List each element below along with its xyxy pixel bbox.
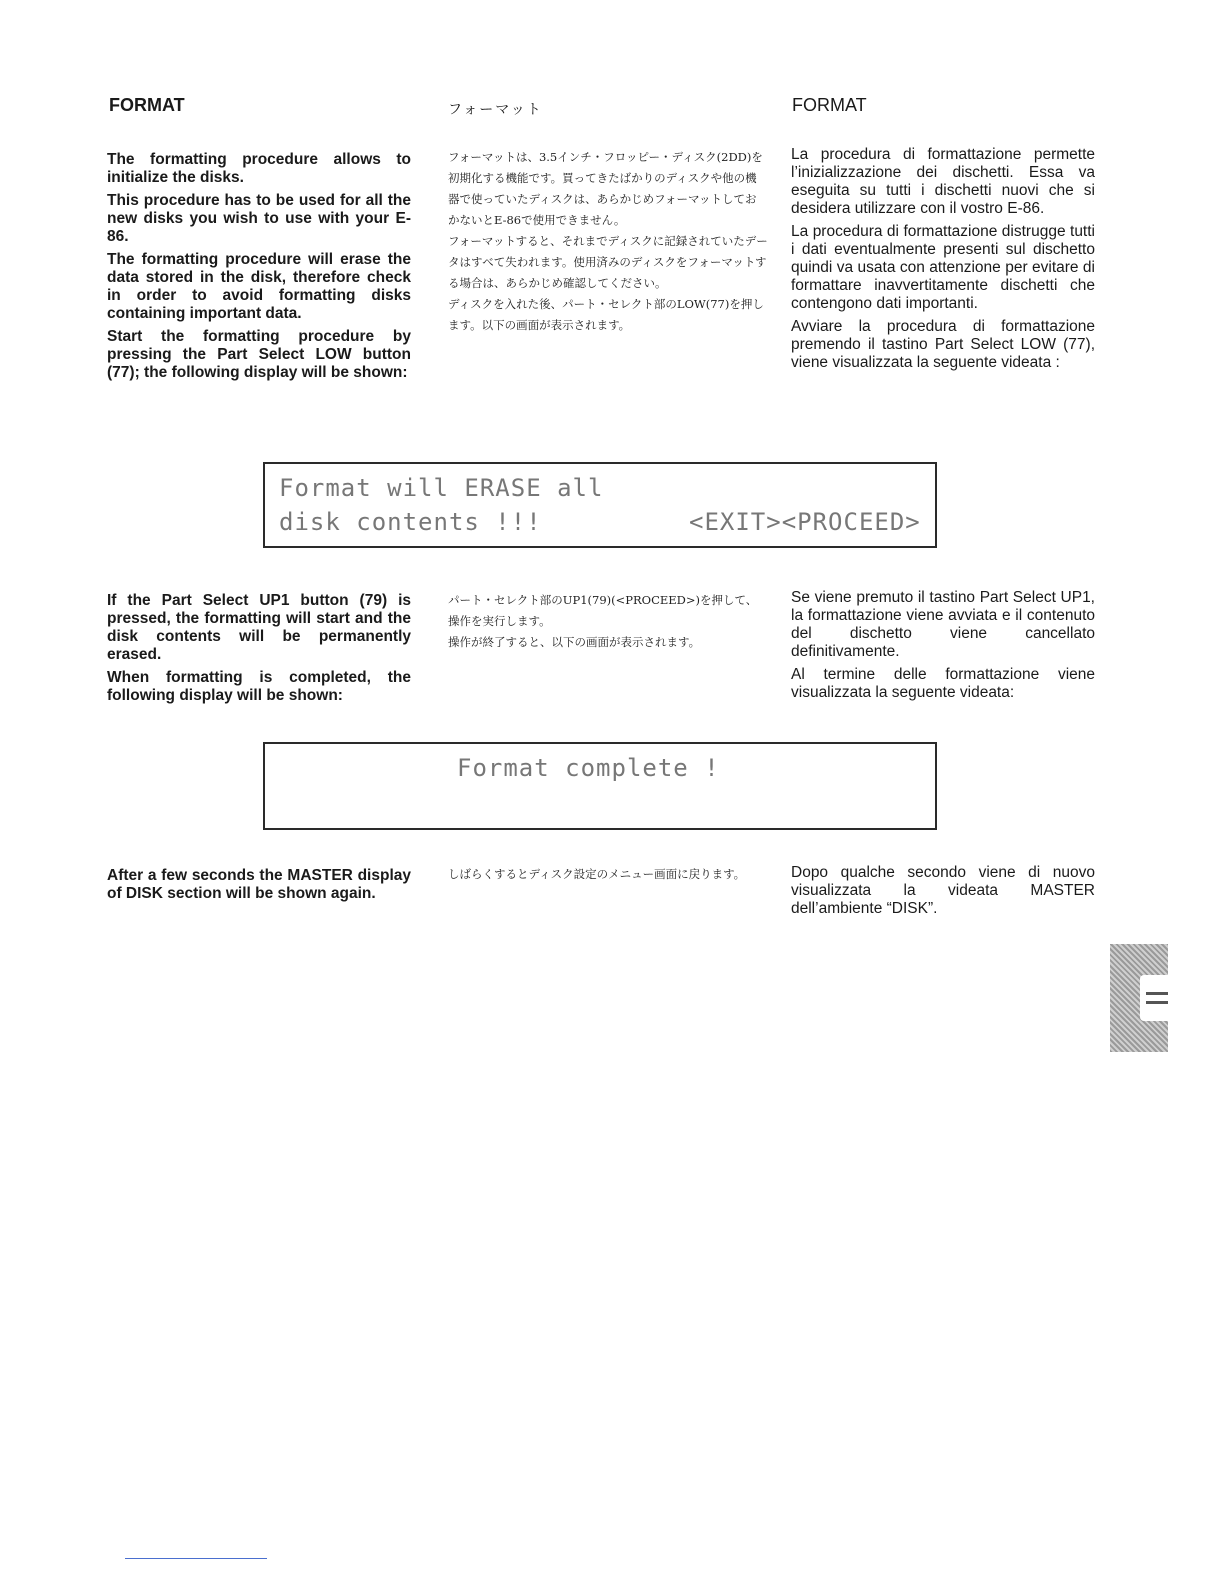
- thumb-tab-icon: [1140, 975, 1168, 1021]
- lcd-display-format-complete: [263, 742, 937, 830]
- section1-italian: [791, 146, 1095, 377]
- paragraph: Se viene premuto il tastino Part Select UP1, la formattazione viene avviata e il contenuto del dischetto viene cancellato definitivamente.: [791, 589, 1095, 660]
- paragraph: The formatting procedure allows to initialize the disks.: [107, 151, 411, 186]
- paragraph: If the Part Select UP1 button (79) is pressed, the formatting will start and the disk contents will be permanently erased.: [107, 592, 411, 663]
- heading-it: FORMAT: [792, 95, 867, 115]
- lcd-line-1: Format will ERASE all: [279, 474, 604, 502]
- section3-italian: [791, 864, 1095, 923]
- bottom-rule: [125, 1558, 267, 1559]
- heading-en: FORMAT: [109, 95, 185, 115]
- section2-english: [107, 592, 411, 710]
- section1-japanese: [448, 147, 768, 336]
- paragraph: La procedura di formattazione distrugge tutti i dati eventualmente presenti sul dischetto quindi va usata con attenzione per evitare di formattare inavvertitamente dischetti che contengono dati importanti.: [791, 223, 1095, 312]
- section3-japanese: [448, 864, 768, 885]
- paragraph: La procedura di formattazione permette l’inizializzazione dei dischetti. Essa va eseguita su tutti i dischetti nuovi che si desidera utilizzare con il vostro E-86.: [791, 146, 1095, 217]
- lcd-line-1: Format complete !: [457, 754, 720, 782]
- paragraph: Dopo qualche secondo viene di nuovo visualizzata la videata MASTER dell’ambiente “DISK”.: [791, 864, 1095, 917]
- heading-jp: フォーマット: [448, 102, 543, 118]
- section3-english: [107, 867, 411, 908]
- paragraph: Start the formatting procedure by pressing the Part Select LOW button (77); the following display will be shown:: [107, 328, 411, 381]
- paragraph: 操作が終了すると、以下の画面が表示されます。: [448, 635, 701, 649]
- lcd-line-2: disk contents !!!: [279, 508, 542, 536]
- lcd-display-format-warning: [263, 462, 937, 548]
- paragraph: The formatting procedure will erase the data stored in the disk, therefore check in order to avoid formatting disks containing important data.: [107, 251, 411, 322]
- paragraph: パート・セレクト部のUP1(79)(<PROCEED>)を押して、操作を実行します。: [448, 593, 758, 628]
- paragraph: Al termine delle formattazione viene visualizzata la seguente videata:: [791, 666, 1095, 701]
- paragraph: フォーマットは、3.5インチ・フロッピー・ディスク(2DD)を初期化する機能です。買ってきたばかりのディスクや他の機器で使っていたディスクは、あらかじめフォーマットしておかないとE-86で使用できません。: [448, 150, 763, 227]
- paragraph: This procedure has to be used for all the new disks you wish to use with your E-86.: [107, 192, 411, 245]
- paragraph: After a few seconds the MASTER display of DISK section will be shown again.: [107, 867, 411, 902]
- paragraph: ディスクを入れた後、パート・セレクト部のLOW(77)を押します。以下の画面が表示されます。: [448, 297, 764, 332]
- section2-japanese: [448, 590, 768, 653]
- paragraph: フォーマットすると、それまでディスクに記録されていたデータはすべて失われます。使用済みのディスクをフォーマットする場合は、あらかじめ確認してください。: [448, 234, 768, 290]
- section2-italian: [791, 589, 1095, 707]
- paragraph: Avviare la procedura di formattazione premendo il tastino Part Select LOW (77), viene visualizzata la seguente videata :: [791, 318, 1095, 371]
- lcd-exit-proceed-options: <EXIT><PROCEED>: [689, 508, 921, 536]
- section1-english: [107, 151, 411, 387]
- paragraph: When formatting is completed, the following display will be shown:: [107, 669, 411, 704]
- paragraph: しばらくするとディスク設定のメニュー画面に戻ります。: [448, 867, 746, 881]
